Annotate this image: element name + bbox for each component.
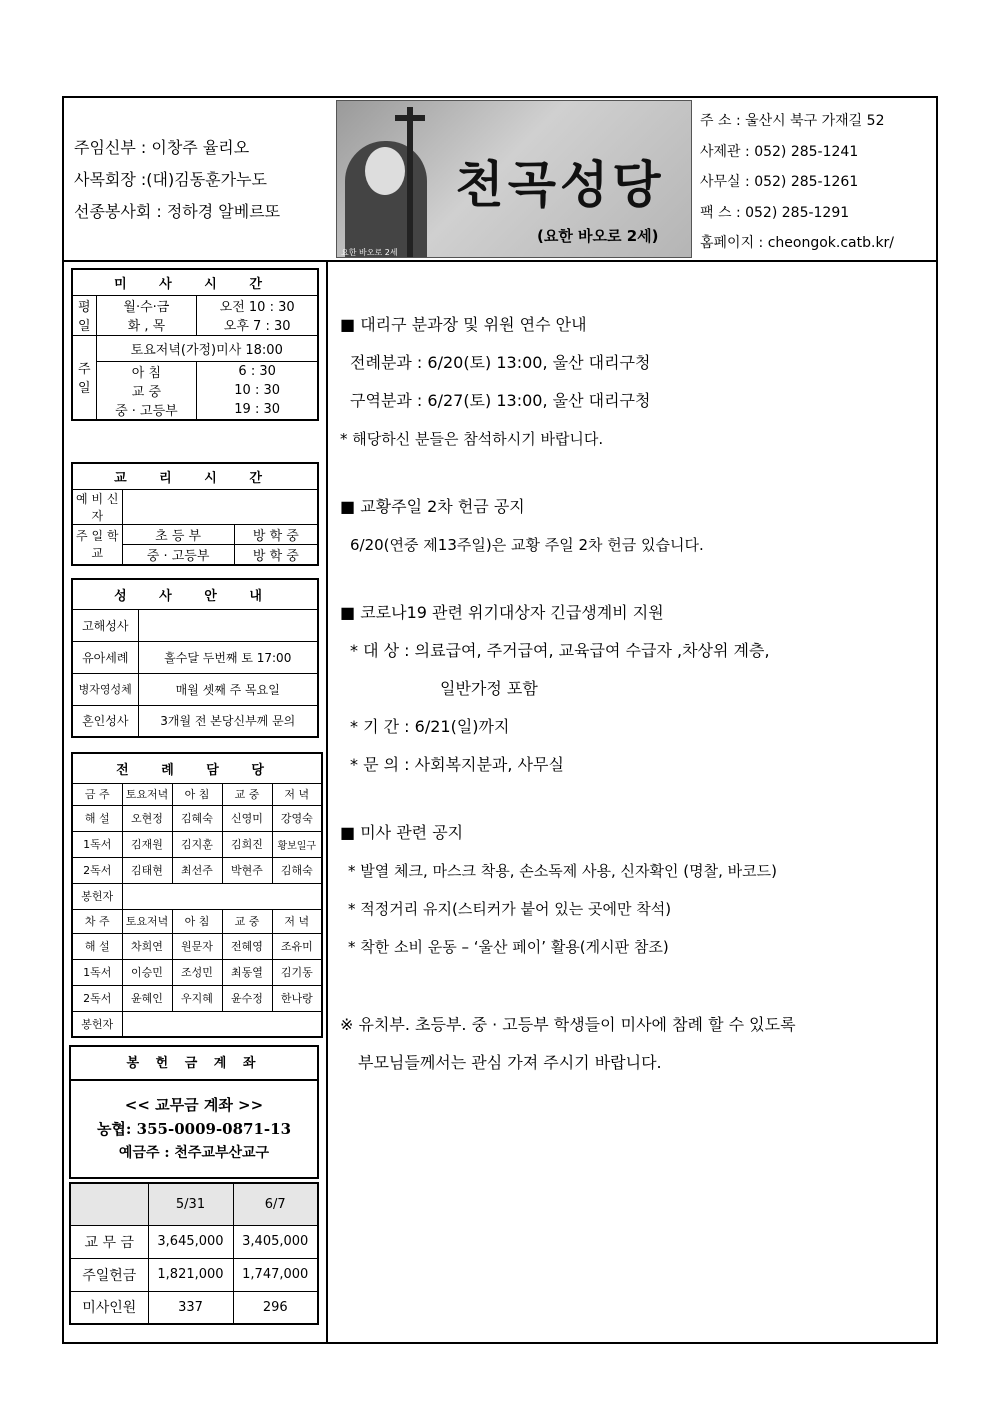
banner-caption: 요한 바오로 2세 bbox=[341, 248, 398, 257]
sick-communion-value: 매월 셋째 주 목요일 bbox=[138, 673, 318, 705]
catechumen-label: 예 비 신 자 bbox=[72, 489, 122, 524]
pastor-line: 주임신부 : 이창주 율리오 bbox=[74, 138, 250, 157]
liturgy-cell: 윤혜인 bbox=[122, 985, 172, 1011]
sunday-label: 주일 bbox=[72, 335, 96, 420]
liturgy-cell: 박현주 bbox=[222, 857, 272, 883]
funeral-line: 선종봉사회 : 정하경 알베르또 bbox=[74, 202, 281, 221]
notice-2 bbox=[340, 488, 930, 564]
office-phone: 사무실 : 052) 285-1261 bbox=[700, 174, 859, 190]
liturgy-cell: 토요저녁 bbox=[122, 783, 172, 805]
offertory-value bbox=[122, 883, 322, 909]
mass-times-table bbox=[71, 268, 319, 421]
liturgy-cell: 최선주 bbox=[172, 857, 222, 883]
notice-3 bbox=[340, 594, 930, 784]
stats-value: 3,645,000 bbox=[148, 1225, 233, 1258]
account-box bbox=[69, 1045, 319, 1179]
fax-line: 팩 스 : 052) 285-1291 bbox=[700, 204, 850, 221]
liturgy-cell: 2독서 bbox=[72, 857, 122, 883]
notice-title: ■ 대리구 분과장 및 위원 연수 안내 bbox=[340, 315, 587, 334]
final-note-line-1: ※ 유치부. 초등부. 중 · 고등부 학생들이 미사에 참례 할 수 있도록 bbox=[340, 1015, 796, 1034]
homepage-line: 홈페이지 : cheongok.catb.kr/ bbox=[700, 235, 895, 251]
stats-value: 1,821,000 bbox=[148, 1258, 233, 1291]
liturgy-cell: 전혜영 bbox=[222, 933, 272, 959]
liturgy-cell: 김재원 bbox=[122, 831, 172, 857]
sick-communion-label: 병자영성체 bbox=[72, 673, 138, 705]
confession-label: 고해성사 bbox=[72, 609, 138, 641]
elementary-label: 초 등 부 bbox=[122, 524, 234, 544]
sacraments-table bbox=[71, 578, 319, 738]
stats-col-1: 5/31 bbox=[148, 1183, 233, 1225]
weekday-time-1: 오전 10 : 30 bbox=[197, 295, 318, 315]
middle-high-value: 방 학 중 bbox=[234, 544, 318, 565]
staff-icon bbox=[407, 107, 413, 257]
liturgy-cell: 1독서 bbox=[72, 831, 122, 857]
elementary-value: 방 학 중 bbox=[234, 524, 318, 544]
stats-value: 296 bbox=[233, 1291, 318, 1324]
column-divider bbox=[326, 260, 328, 1344]
confession-value bbox=[138, 609, 318, 641]
notice-title: ■ 교황주일 2차 헌금 공지 bbox=[340, 497, 525, 516]
church-banner bbox=[336, 100, 692, 258]
liturgy-cell: 김혜숙 bbox=[172, 805, 222, 831]
weekday-days-1: 월·수·금 bbox=[96, 295, 197, 315]
contact-info bbox=[700, 106, 894, 259]
header-divider bbox=[62, 260, 938, 262]
liturgy-cell: 저 녁 bbox=[272, 909, 322, 933]
notice-title: ■ 미사 관련 공지 bbox=[340, 823, 464, 842]
liturgy-cell: 원문자 bbox=[172, 933, 222, 959]
liturgy-cell: 아 침 bbox=[172, 783, 222, 805]
stats-corner bbox=[70, 1183, 148, 1225]
notice-line: * 대 상 : 의료급여, 주거급여, 교육급여 수급자 ,차상위 계층, bbox=[350, 641, 770, 660]
council-line: 사목회장 :(대)김동훈가누도 bbox=[74, 170, 267, 189]
liturgy-cell: 금 주 bbox=[72, 783, 122, 805]
stats-value: 337 bbox=[148, 1291, 233, 1324]
church-name: 천곡성당 bbox=[455, 155, 665, 214]
liturgy-cell: 김희진 bbox=[222, 831, 272, 857]
cross-icon bbox=[395, 115, 425, 121]
weekday-label: 평일 bbox=[72, 295, 96, 335]
offertory-label: 봉헌자 bbox=[72, 883, 122, 909]
liturgy-cell: 오현정 bbox=[122, 805, 172, 831]
notice-line: 구역분과 : 6/27(토) 13:00, 울산 대리구청 bbox=[350, 391, 651, 410]
mass-times-title: 미 사 시 간 bbox=[72, 269, 318, 295]
liturgy-cell: 해 설 bbox=[72, 805, 122, 831]
liturgy-cell: 차희연 bbox=[122, 933, 172, 959]
notice-line: * 적정거리 유지(스티커가 붙어 있는 곳에만 착석) bbox=[348, 900, 672, 918]
notice-line: * 발열 체크, 마스크 착용, 손소독제 사용, 신자확인 (명찰, 바코드) bbox=[348, 862, 777, 880]
liturgy-cell: 아 침 bbox=[172, 909, 222, 933]
marriage-value: 3개월 전 본당신부께 문의 bbox=[138, 705, 318, 737]
sunday-time-1: 6 : 30 bbox=[197, 361, 318, 381]
liturgy-title: 전 례 담 당 bbox=[72, 753, 322, 783]
liturgy-cell: 강영숙 bbox=[272, 805, 322, 831]
catechism-table bbox=[71, 462, 319, 566]
liturgy-cell: 조성민 bbox=[172, 959, 222, 985]
weekday-time-2: 오후 7 : 30 bbox=[197, 315, 318, 335]
address-line: 주 소 : 울산시 북구 가재길 52 bbox=[700, 113, 885, 129]
sunday-slot-1: 아 침 bbox=[96, 361, 197, 381]
liturgy-cell: 1독서 bbox=[72, 959, 122, 985]
rectory-phone: 사제관 : 052) 285-1241 bbox=[700, 143, 859, 160]
banner-subtitle: (요한 바오로 2세) bbox=[537, 227, 659, 245]
stats-value: 1,747,000 bbox=[233, 1258, 318, 1291]
notice-1 bbox=[340, 306, 930, 458]
stats-value: 3,405,000 bbox=[233, 1225, 318, 1258]
liturgy-cell: 김해숙 bbox=[272, 857, 322, 883]
liturgy-cell: 황보일구 bbox=[272, 831, 322, 857]
account-line-2: 농협: 355-0009-0871-13 bbox=[96, 1120, 292, 1138]
stats-row-label: 교 무 금 bbox=[70, 1225, 148, 1258]
liturgy-table bbox=[71, 752, 323, 1038]
catechism-title: 교 리 시 간 bbox=[72, 463, 318, 489]
liturgy-cell: 한나랑 bbox=[272, 985, 322, 1011]
baptism-value: 홀수달 두번째 토 17:00 bbox=[138, 641, 318, 673]
saturday-mass: 토요저녁(가정)미사 18:00 bbox=[96, 335, 318, 361]
notice-line: * 기 간 : 6/21(일)까지 bbox=[350, 717, 510, 736]
stats-table bbox=[69, 1182, 319, 1325]
liturgy-cell: 조유미 bbox=[272, 933, 322, 959]
account-title: 봉 헌 금 계 좌 bbox=[71, 1047, 317, 1081]
stats-row-label: 미사인원 bbox=[70, 1291, 148, 1324]
notices bbox=[340, 306, 930, 1082]
sunday-time-3: 19 : 30 bbox=[197, 400, 318, 420]
account-line-3: 예금주 : 천주교부산교구 bbox=[118, 1145, 270, 1161]
account-line-1: << 교무금 계좌 >> bbox=[124, 1096, 264, 1114]
stats-col-2: 6/7 bbox=[233, 1183, 318, 1225]
offertory-value-next bbox=[122, 1011, 322, 1037]
notice-line: 6/20(연중 제13주일)은 교황 주일 2차 헌금 있습니다. bbox=[350, 536, 704, 554]
liturgy-cell: 김태현 bbox=[122, 857, 172, 883]
notice-title: ■ 코로나19 관련 위기대상자 긴급생계비 지원 bbox=[340, 603, 664, 622]
liturgy-cell: 최동열 bbox=[222, 959, 272, 985]
baptism-label: 유아세례 bbox=[72, 641, 138, 673]
sunday-school-label: 주 일 학 교 bbox=[72, 524, 122, 565]
final-note-line-2: 부모님들께서는 관심 가져 주시기 바랍니다. bbox=[358, 1053, 662, 1072]
sacraments-title: 성 사 안 내 bbox=[72, 579, 318, 609]
notice-line: * 해당하신 분들은 참석하시기 바랍니다. bbox=[340, 430, 604, 448]
liturgy-cell: 2독서 bbox=[72, 985, 122, 1011]
liturgy-cell: 교 중 bbox=[222, 783, 272, 805]
offertory-label-next: 봉헌자 bbox=[72, 1011, 122, 1037]
liturgy-cell: 해 설 bbox=[72, 933, 122, 959]
liturgy-cell: 차 주 bbox=[72, 909, 122, 933]
middle-high-label: 중 · 고등부 bbox=[122, 544, 234, 565]
sunday-slot-3: 중 · 고등부 bbox=[96, 400, 197, 420]
catechumen-value bbox=[122, 489, 318, 524]
notice-line: 일반가정 포함 bbox=[440, 679, 538, 698]
weekday-days-2: 화 , 목 bbox=[96, 315, 197, 335]
notice-line: 전례분과 : 6/20(토) 13:00, 울산 대리구청 bbox=[350, 353, 651, 372]
final-note bbox=[340, 1006, 930, 1082]
liturgy-cell: 저 녁 bbox=[272, 783, 322, 805]
liturgy-cell: 이승민 bbox=[122, 959, 172, 985]
sunday-time-2: 10 : 30 bbox=[197, 381, 318, 400]
notice-line: * 착한 소비 운동 – ‘울산 페이’ 활용(게시판 참조) bbox=[348, 938, 669, 956]
notice-4 bbox=[340, 814, 930, 966]
marriage-label: 혼인성사 bbox=[72, 705, 138, 737]
liturgy-cell: 김지훈 bbox=[172, 831, 222, 857]
liturgy-cell: 윤수정 bbox=[222, 985, 272, 1011]
liturgy-cell: 신영미 bbox=[222, 805, 272, 831]
stats-row-label: 주일헌금 bbox=[70, 1258, 148, 1291]
pope-face bbox=[365, 147, 405, 195]
liturgy-cell: 김기동 bbox=[272, 959, 322, 985]
notice-line: * 문 의 : 사회복지분과, 사무실 bbox=[350, 755, 564, 774]
staff-info bbox=[74, 132, 280, 228]
liturgy-cell: 토요저녁 bbox=[122, 909, 172, 933]
liturgy-cell: 우지혜 bbox=[172, 985, 222, 1011]
sunday-slot-2: 교 중 bbox=[96, 381, 197, 400]
liturgy-cell: 교 중 bbox=[222, 909, 272, 933]
